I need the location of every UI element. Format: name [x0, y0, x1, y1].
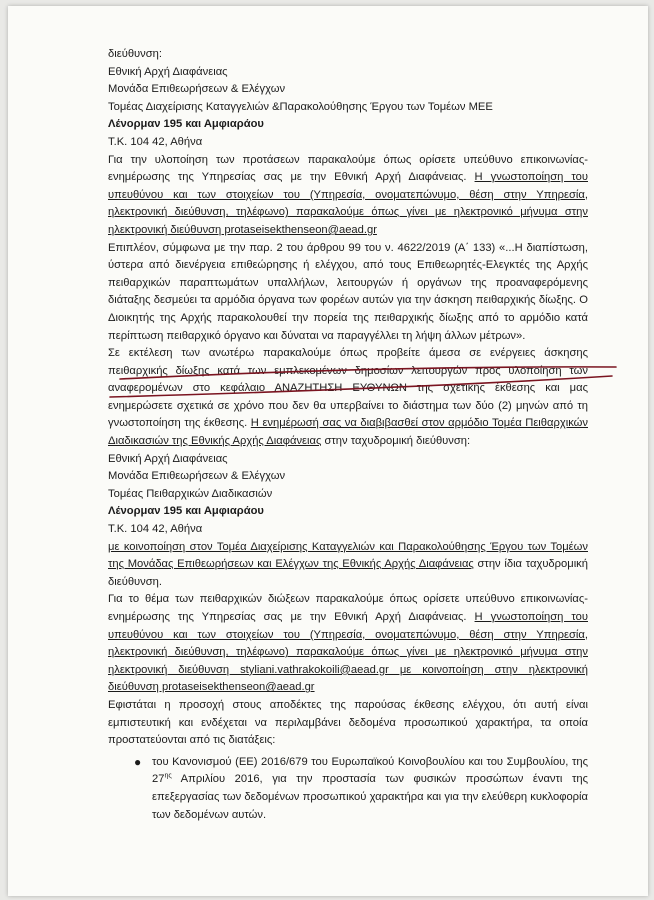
bullet-icon: ●	[134, 754, 142, 769]
address-label: διεύθυνση:	[108, 48, 162, 60]
address-sector: Τομέας Πειθαρχικών Διαδικασιών	[108, 487, 273, 500]
address-unit: Μονάδα Επιθεωρήσεων & Ελέγχων	[108, 83, 286, 96]
paragraph-text: Για το θέμα των πειθαρχικών διώξεων παρακαλούμε όπως ορίσετε υπεύθυνο επικοινωνίας-ενημέρωσης της Υπηρεσίας σας με την Εθνική Αρχή Διαφάνειας.	[108, 593, 588, 623]
bullet-superscript: ης	[164, 772, 172, 780]
paragraph-underlined-text: με κοινοποίηση στον Τομέα Διαχείρισης Καταγγελιών και Παρακολούθησης Έργου των Τομέων της Μονάδας Επιθεωρήσεων και Ελέγχων της Εθνικής Αρχής Διαφάνειας	[108, 540, 588, 571]
address-sector: Τομέας Διαχείρισης Καταγγελιών &Παρακολούθησης Έργου των Τομέων ΜΕΕ	[108, 100, 493, 113]
list-item	[108, 754, 588, 824]
address-unit: Μονάδα Επιθεωρήσεων & Ελέγχων	[108, 470, 286, 483]
paragraph-text: Εφιστάται η προσοχή στους αποδέκτες της παρούσας έκθεσης ελέγχου, ότι αυτή είναι εμπιστευτική και ενδέχεται να περιλαμβάνει δεδομένα προσωπικού χαρακτήρα, τα οποία προστατεύονται από τις διατάξεις:	[108, 698, 588, 747]
address-block-1	[108, 46, 588, 152]
address-block-2	[108, 451, 588, 539]
paragraph-underlined-text: Η ενημέρωσή σας να διαβιβασθεί στον αρμόδιο Τομέα Πειθαρχικών Διαδικασιών της Εθνικής Αρχής Διαφάνειας	[108, 417, 588, 448]
address-org: Εθνική Αρχή Διαφάνειας	[108, 452, 228, 465]
bullet-text-after: Απριλίου 2016, για την προστασία των φυσικών προσώπων έναντι της επεξεργασίας των δεδομένων προσωπικού χαρακτήρα και για την ελεύθερη κυκλοφορία των δεδομένων αυτών.	[152, 773, 588, 821]
paragraph-contact-disciplinary	[108, 591, 588, 697]
bullet-text-before: του Κανονισμού (ΕΕ) 2016/679 του Ευρωπαϊκού Κοινοβουλίου και του Συμβουλίου, της 27	[152, 755, 588, 786]
address-postcode: Τ.Κ. 104 42, Αθήνα	[108, 523, 203, 536]
paragraph-contact-proposals	[108, 152, 588, 240]
paragraph-text: Για την υλοποίηση των προτάσεων παρακαλούμε όπως ορίσετε υπεύθυνο επικοινωνίας-ενημέρωσης της Υπηρεσίας σας με την Εθνική Αρχή Διαφάνειας.	[108, 153, 588, 184]
paragraph-underlined-text: Η γνωστοποίηση του υπευθύνου και των στοιχείων του (Υπηρεσία, ονοματεπώνυμο, θέση στην Υπηρεσία, ηλεκτρονική διεύθυνση, τηλέφωνο) παρακαλούμε όπως γίνει με ηλεκτρονικό μήνυμα στην ηλεκτρονική διεύθυνση styliani.vathrakokoili@aead.gr με κοινοποίηση στην ηλεκτρονική διεύθυνση protaseisekthenseon@aead.gr	[108, 611, 588, 694]
address-postcode: Τ.Κ. 104 42, Αθήνα	[108, 135, 203, 148]
paragraph-cc-notice	[108, 539, 588, 592]
paragraph-text: Επιπλέον, σύμφωνα με την παρ. 2 του άρθρου 99 του ν. 4622/2019 (Α΄ 133) «...Η διαπίστωση, ύστερα από διενέργεια επιθεώρησης ή ελέγχου, από τους Επιθεωρητές-Ελεγκτές της Αρχής πειθαρχικών παραπτωμάτων υπαλλήλων, λειτουργών ή οργάνων της προαναφερόμενης διάταξης δεσμεύει τα αρμόδια όργανα των φορέων αυτών για την άσκηση πειθαρχικής δίωξης. Ο Διοικητής της Αρχής παρακολουθεί την πορεία της πειθαρχικής δίωξης από το αρμόδιο κατά περίπτωση πειθαρχικό όργανο και δύναται να παραγγέλλει τη λήψη άλλων μέτρων».	[108, 241, 588, 342]
address-street: Λένορμαν 195 και Αμφιαράου	[108, 118, 264, 131]
paragraph-disciplinary-request	[108, 345, 588, 451]
paragraph-legal-basis	[108, 240, 588, 346]
paragraph-confidentiality	[108, 697, 588, 750]
paragraph-text-tail: στην ταχυδρομική διεύθυνση:	[324, 435, 471, 448]
paragraph-text: στην ίδια ταχυδρομική διεύθυνση.	[108, 558, 588, 588]
address-org: Εθνική Αρχή Διαφάνειας	[108, 65, 228, 78]
paragraph-underlined-text: Η γνωστοποίηση του υπευθύνου και των στοιχείων του (Υπηρεσία, ονοματεπώνυμο, θέση στην Υπηρεσία, ηλεκτρονική διεύθυνση, τηλέφωνο) παρακαλούμε όπως γίνει με ηλεκτρονικό μήνυμα στην ηλεκτρονική διεύθυνση protaseisekthenseon@aead.gr	[108, 171, 588, 236]
document-page	[8, 6, 648, 896]
document-body	[108, 46, 588, 824]
address-street: Λένορμαν 195 και Αμφιαράου	[108, 505, 264, 518]
paragraph-text: Σε εκτέλεση των ανωτέρω παρακαλούμε όπως προβείτε άμεσα σε ενέργειες άσκησης πειθαρχικής δίωξης κατά των εμπλεκομένων δημοσίων λειτουργών προς υλοποίηση των αναφερομένων στο κεφάλαιο ΑΝΑΖΗΤΗΣΗ ΕΥΘΥΝΩΝ της σχετικής έκθεσης και μας ενημερώσετε σχετικά σε χρόνο που δεν θα υπερβαίνει το διάστημα των δύο (2) μηνών από τη γνωστοποίηση της έκθεσης.	[108, 347, 588, 430]
